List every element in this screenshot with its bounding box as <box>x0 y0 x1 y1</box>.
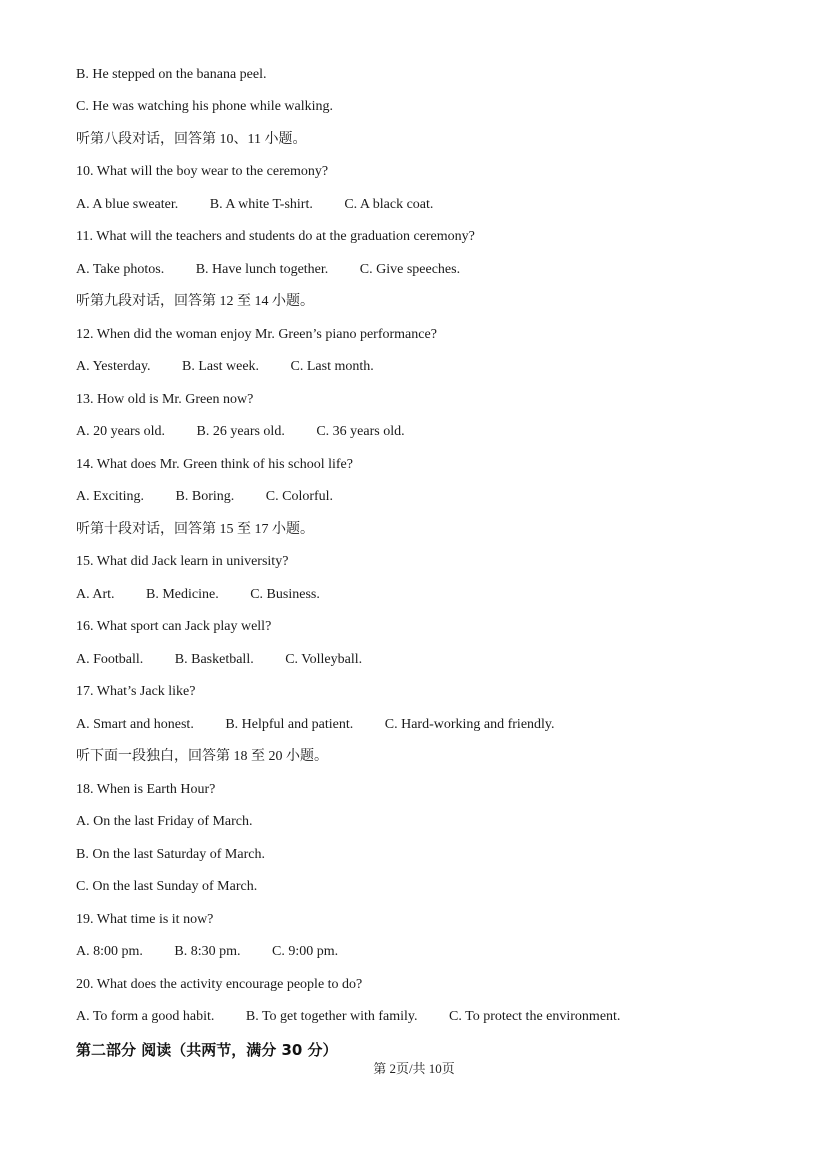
q17-option-a: A. Smart and honest. <box>76 717 194 732</box>
question-17: 17. What’s Jack like? <box>76 684 196 699</box>
question-12: 12. When did the woman enjoy Mr. Green’s piano performance? <box>76 327 437 342</box>
q16-option-c: C. Volleyball. <box>285 652 363 667</box>
q10-option-b: B. A white T-shirt. <box>209 197 313 212</box>
q20-option-c: C. To protect the environment. <box>449 1009 621 1024</box>
q13-option-c: C. 36 years old. <box>316 424 405 439</box>
q12-option-c: C. Last month. <box>290 359 374 374</box>
q14-option-c: C. Colorful. <box>265 489 334 504</box>
q10-option-a: A. A blue sweater. <box>76 197 179 212</box>
q20-option-a: A. To form a good habit. <box>76 1009 215 1024</box>
q15-option-c: C. Business. <box>250 587 320 602</box>
q19-option-b: B. 8:30 pm. <box>174 944 241 959</box>
q15-option-a: A. Art. <box>76 587 115 602</box>
question-19-options <box>76 941 338 963</box>
q19-option-a: A. 8:00 pm. <box>76 944 143 959</box>
q9-option-b: B. He stepped on the banana peel. <box>76 67 267 82</box>
question-10: 10. What will the boy wear to the ceremony? <box>76 164 329 179</box>
question-11: 11. What will the teachers and students do at the graduation ceremony? <box>76 229 475 244</box>
question-13-options <box>76 421 405 443</box>
q9-option-c: C. He was watching his phone while walking. <box>76 99 334 114</box>
q11-option-b: B. Have lunch together. <box>195 262 329 277</box>
dialogue-8-instruction: 听第八段对话，回答第 10、11 小题。 <box>76 132 307 147</box>
question-19: 19. What time is it now? <box>76 912 214 927</box>
question-20-options <box>76 1006 620 1028</box>
q18-option-a: A. On the last Friday of March. <box>76 814 253 829</box>
q13-option-a: A. 20 years old. <box>76 424 166 439</box>
question-14-options <box>76 486 333 508</box>
question-15: 15. What did Jack learn in university? <box>76 554 289 569</box>
dialogue-9-instruction: 听第九段对话，回答第 12 至 14 小题。 <box>76 294 314 309</box>
q13-option-b: B. 26 years old. <box>196 424 285 439</box>
question-18: 18. When is Earth Hour? <box>76 782 216 797</box>
q16-option-b: B. Basketball. <box>174 652 254 667</box>
page-number: 第 2页/共 10页 <box>373 1061 455 1076</box>
q14-option-b: B. Boring. <box>175 489 235 504</box>
q14-option-a: A. Exciting. <box>76 489 145 504</box>
q16-option-a: A. Football. <box>76 652 144 667</box>
q18-option-c: C. On the last Sunday of March. <box>76 879 258 894</box>
question-16: 16. What sport can Jack play well? <box>76 619 272 634</box>
q18-option-b: B. On the last Saturday of March. <box>76 847 265 862</box>
q10-option-c: C. A black coat. <box>344 197 434 212</box>
monologue-instruction: 听下面一段独白，回答第 18 至 20 小题。 <box>76 749 328 764</box>
q12-option-b: B. Last week. <box>182 359 260 374</box>
q11-option-c: C. Give speeches. <box>359 262 461 277</box>
q11-option-a: A. Take photos. <box>76 262 165 277</box>
q17-option-b: B. Helpful and patient. <box>225 717 354 732</box>
q12-option-a: A. Yesterday. <box>76 359 151 374</box>
question-20: 20. What does the activity encourage people to do? <box>76 977 363 992</box>
section-heading: 第二部分 阅读（共两节，满分 30 分） <box>76 1041 338 1059</box>
q17-option-c: C. Hard-working and friendly. <box>384 717 555 732</box>
question-15-options <box>76 584 320 606</box>
q19-option-c: C. 9:00 pm. <box>272 944 339 959</box>
question-16-options <box>76 649 362 671</box>
dialogue-10-instruction: 听第十段对话，回答第 15 至 17 小题。 <box>76 522 314 537</box>
q15-option-b: B. Medicine. <box>146 587 219 602</box>
question-10-options <box>76 194 433 216</box>
q20-option-b: B. To get together with family. <box>245 1009 418 1024</box>
question-14: 14. What does Mr. Green think of his school life? <box>76 457 353 472</box>
question-12-options <box>76 356 374 378</box>
question-13: 13. How old is Mr. Green now? <box>76 392 254 407</box>
question-17-options <box>76 714 555 736</box>
question-11-options <box>76 259 460 281</box>
